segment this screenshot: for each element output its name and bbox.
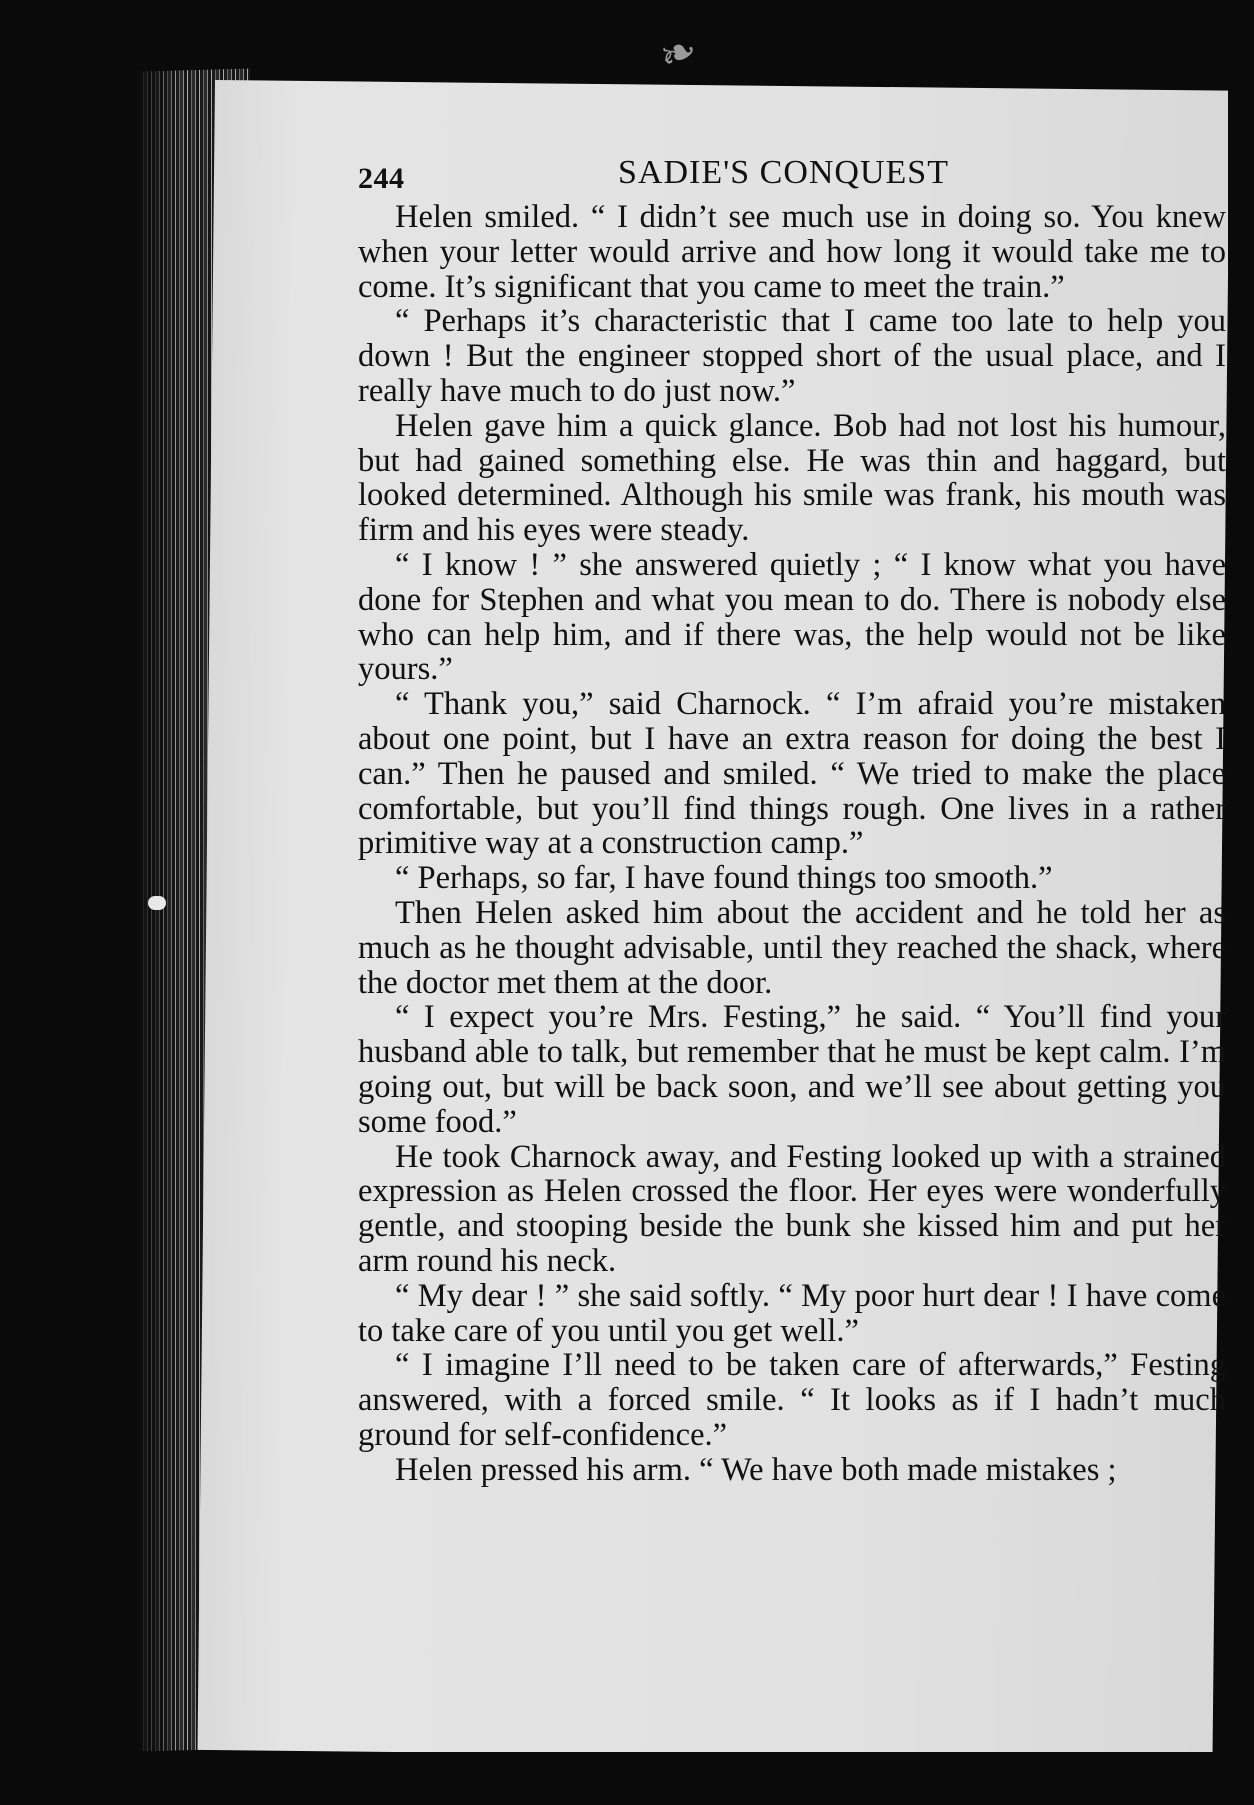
- paragraph: “ Perhaps, so far, I have found things too smooth.”: [395, 860, 1053, 897]
- edge-shadow: [120, 60, 180, 1760]
- paragraph: “ I know ! ” she answered quietly ; “ I know what you have done for Stephen and what you mean to do. There is nobody else who can help him, and if there was, the help would not be like yours.”: [358, 546, 1226, 688]
- margin-mark: [148, 896, 166, 910]
- paragraph: “ Thank you,” said Charnock. “ I’m afraid you’re mistaken about one point, but I have an extra reason for doing the best I can.” Then he paused and smiled. “ We tried to make the place comfortable, but you’ll find things rough. One lives in a rather primitive way at a construction camp.”: [358, 686, 1226, 862]
- paragraph: Helen pressed his arm. “ We have both made mistakes ;: [395, 1451, 1117, 1488]
- bottom-shadow: [0, 1752, 1254, 1805]
- paragraph: Then Helen asked him about the accident and he told her as much as he thought advisable, until they reached the shack, where the doctor met them at the door.: [358, 894, 1226, 1001]
- running-title: SADIE'S CONQUEST: [618, 154, 949, 191]
- page-header: [358, 150, 1226, 196]
- paragraph: “ My dear ! ” she said softly. “ My poor hurt dear ! I have come to take care of you until you get well.”: [358, 1277, 1226, 1349]
- paper-clip-icon: ❧: [652, 23, 705, 84]
- paragraph: “ Perhaps it’s characteristic that I came too late to help you down ! But the engineer stopped short of the usual place, and I really have much to do just now.”: [358, 303, 1226, 409]
- paragraph: “ I expect you’re Mrs. Festing,” he said. “ You’ll find your husband able to talk, but remember that he must be kept calm. I’m going out, but will be back soon, and we’ll see about getting you some food.”: [358, 999, 1226, 1140]
- paragraph: “ I imagine I’ll need to be taken care of afterwards,” Festing answered, with a forced smile. “ It looks as if I hadn’t much ground for self-confidence.”: [358, 1347, 1226, 1453]
- page-number: 244: [358, 162, 405, 195]
- right-shadow: [1228, 60, 1254, 1805]
- paragraph: Helen gave him a quick glance. Bob had not lost his humour, but had gained something else. He was thin and haggard, but looked determined. Although his smile was frank, his mouth was firm and his eyes were steady.: [358, 407, 1226, 549]
- paragraph: He took Charnock away, and Festing looked up with a strained expression as Helen crossed the floor. Her eyes were wonderfully gentle, and stooping beside the bunk she kissed him and put her arm round his neck.: [358, 1138, 1226, 1279]
- paragraph: Helen smiled. “ I didn’t see much use in doing so. You knew when your letter would arrive and how long it would take me to come. It’s significant that you came to meet the train.”: [358, 199, 1226, 305]
- page-content: [358, 150, 1226, 1487]
